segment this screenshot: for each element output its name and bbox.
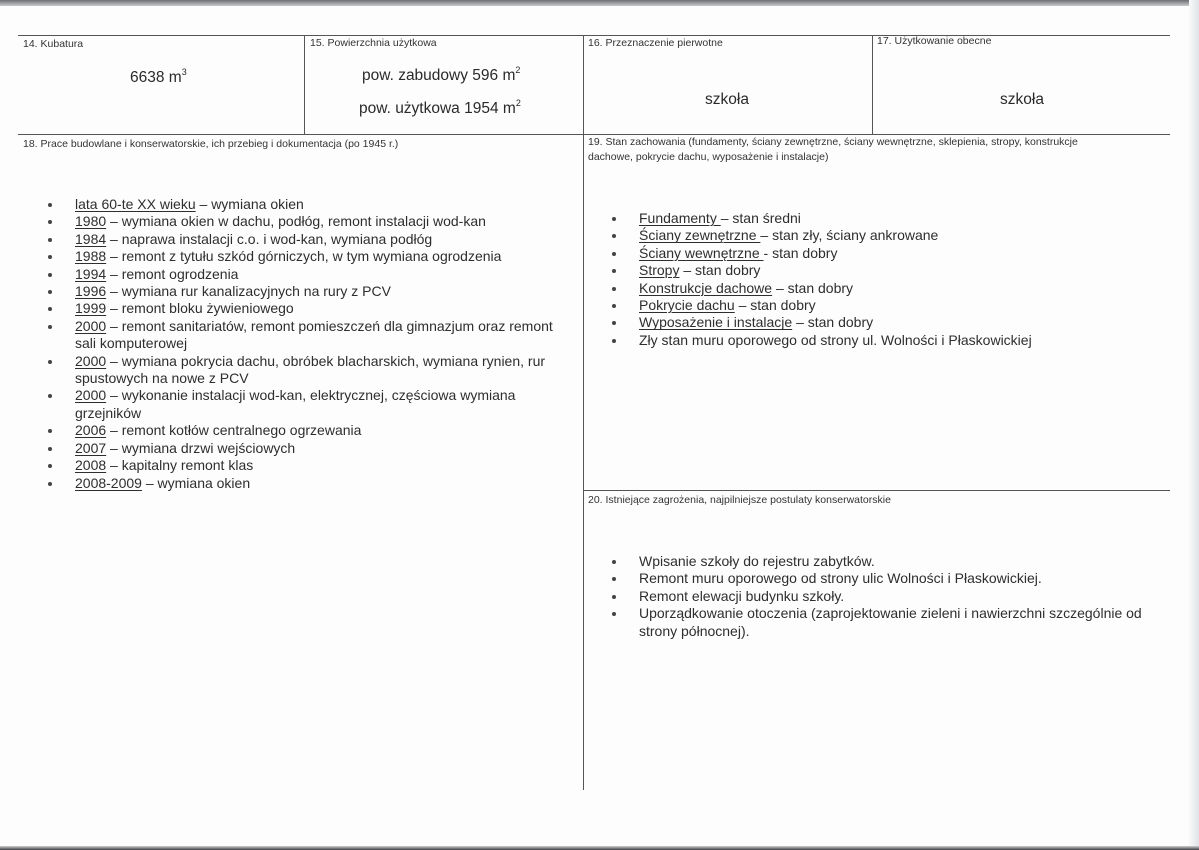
list-item: 1994 – remont ogrodzenia (48, 266, 568, 283)
list-item: 2008 – kapitalny remont klas (48, 457, 568, 474)
scan-edge-top (0, 0, 1199, 6)
przeznaczenie-value: szkoła (705, 91, 749, 108)
list-item: 2000 – wykonanie instalacji wod-kan, elektrycznej, częściowa wymiana grzejników (48, 387, 568, 422)
scan-edge-bottom (0, 846, 1199, 850)
list-item: 2000 – wymiana pokrycia dachu, obróbek blacharskich, wymiana rynien, rur spustowych na nowe z PCV (48, 353, 568, 388)
powierzchnia-zabudowy: pow. zabudowy 596 $m^2$ (362, 65, 521, 84)
table-top-border (18, 35, 1170, 36)
section18-list (48, 196, 568, 492)
list-item: 2007 – wymiana drzwi wejściowych (48, 440, 568, 457)
list-item: Wpisanie szkoły do rejestru zabytków. (612, 553, 1162, 570)
list-item: Remont elewacji budynku szkoły. (612, 588, 1162, 605)
section19-label: 19. Stan zachowania (fundamenty, ściany zewnętrzne, ściany wewnętrzne, sklepienia, stropy, konstrukcje dachowe, pokrycie dachu, wyposażenie i instalacje) (588, 136, 1078, 163)
list-item: lata 60-te XX wieku – wymiana okien (48, 196, 568, 213)
list-item: Stropy – stan dobry (612, 262, 1162, 279)
powierzchnia-uzytkowa: pow. użytkowa 1954 $m^2$ (359, 98, 521, 117)
section20-list (612, 553, 1162, 640)
kubatura-value: 6638 $m^3$ (130, 67, 187, 86)
list-item: 1999 – remont bloku żywieniowego (48, 300, 568, 317)
divider-main (583, 35, 584, 790)
kubatura-label: 14. Kubatura (23, 38, 84, 50)
list-item: 1984 – naprawa instalacji c.o. i wod-kan, wymiana podłóg (48, 231, 568, 248)
list-item: Uporządkowanie otoczenia (zaprojektowanie zieleni i nawierzchni szczególnie od strony północnej). (612, 605, 1162, 640)
list-item: Pokrycie dachu – stan dobry (612, 297, 1162, 314)
section19-list (612, 210, 1162, 349)
list-item: 2000 – remont sanitariatów, remont pomieszczeń dla gimnazjum oraz remont sali komputerowej (48, 318, 568, 353)
list-item: Ściany wewnętrzne - stan dobry (612, 245, 1162, 262)
section20-label: 20. Istniejące zagrożenia, najpilniejsze postulaty konserwatorskie (588, 494, 891, 506)
section20-top-border (583, 490, 1170, 491)
list-item: Konstrukcje dachowe – stan dobry (612, 280, 1162, 297)
divider-14-15 (304, 35, 305, 134)
list-item: Zły stan muru oporowego od strony ul. Wolności i Płaskowickiej (612, 332, 1162, 349)
scan-edge-right (1189, 0, 1199, 850)
list-item: Wyposażenie i instalacje – stan dobry (612, 314, 1162, 331)
list-item: 2008-2009 – wymiana okien (48, 475, 568, 492)
divider-16-17 (872, 35, 873, 134)
list-item: 1996 – wymiana rur kanalizacyjnych na rury z PCV (48, 283, 568, 300)
list-item: 1980 – wymiana okien w dachu, podłóg, remont instalacji wod-kan (48, 213, 568, 230)
uzytkowanie-value: szkoła (1000, 91, 1044, 108)
uzytkowanie-label: 17. Użytkowanie obecne (877, 35, 992, 47)
list-item: 2006 – remont kotłów centralnego ogrzewania (48, 422, 568, 439)
list-item: Remont muru oporowego od strony ulic Wolności i Płaskowickiej. (612, 570, 1162, 587)
list-item: Fundamenty – stan średni (612, 210, 1162, 227)
powierzchnia-label: 15. Powierzchnia użytkowa (310, 37, 437, 49)
przeznaczenie-label: 16. Przeznaczenie pierwotne (588, 37, 723, 49)
section18-label: 18. Prace budowlane i konserwatorskie, ich przebieg i dokumentacja (po 1945 r.) (23, 138, 399, 150)
list-item: 1988 – remont z tytułu szkód górniczych, w tym wymiana ogrodzenia (48, 248, 568, 265)
list-item: Ściany zewnętrzne – stan zły, ściany ankrowane (612, 227, 1162, 244)
